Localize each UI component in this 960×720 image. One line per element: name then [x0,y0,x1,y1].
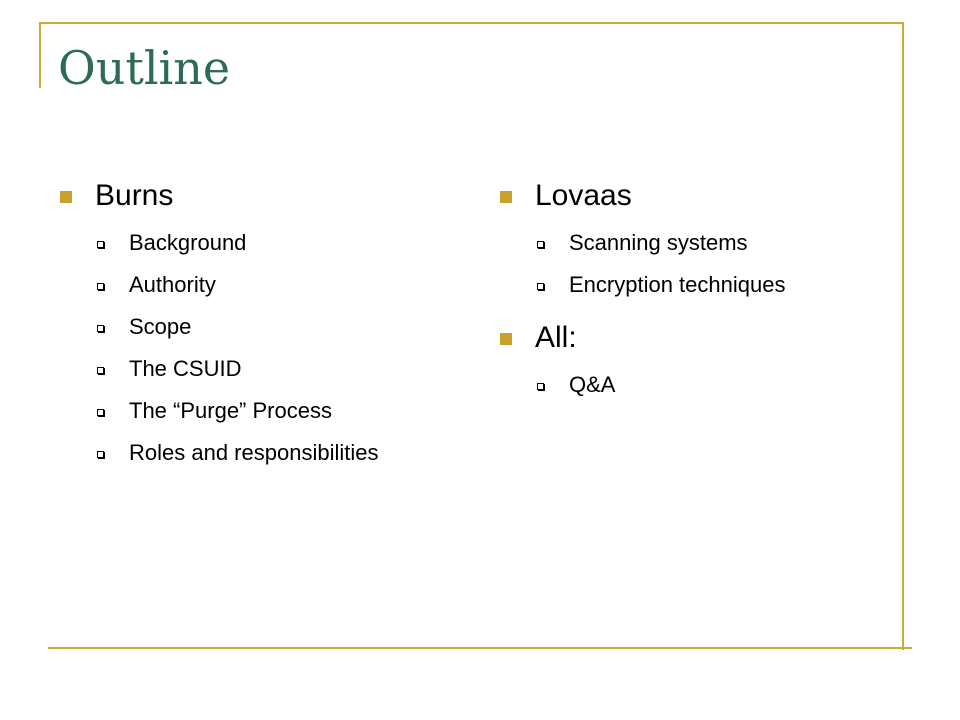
lovaas-items [500,222,920,306]
list-item [60,348,480,390]
list-item [500,264,920,306]
slide-title: Outline [58,41,231,95]
hollow-square-bullet-icon [537,283,544,290]
list-item-label: The “Purge” Process [129,398,332,423]
hollow-square-bullet-icon [97,367,104,374]
left-column [60,176,480,486]
square-bullet-icon [60,191,72,203]
list-item-label: Background [129,230,247,255]
hollow-square-bullet-icon [97,241,104,248]
list-item [60,306,480,348]
square-bullet-icon [500,191,512,203]
section-heading-lovaas [500,176,920,216]
list-item-label: Encryption techniques [569,272,786,297]
list-item [500,222,920,264]
bottom-rule [48,647,912,649]
list-item [500,364,920,406]
section-heading-burns [60,176,480,216]
list-item [60,432,480,474]
list-item-label: The CSUID [129,356,242,381]
hollow-square-bullet-icon [97,451,104,458]
right-column [500,176,920,418]
list-item [60,390,480,432]
hollow-square-bullet-icon [97,325,104,332]
top-rule [40,22,904,24]
hollow-square-bullet-icon [97,283,104,290]
list-item-label: Q&A [569,372,616,397]
square-bullet-icon [500,333,512,345]
section-heading-all [500,318,920,358]
list-item-label: Scanning systems [569,230,748,255]
burns-items [60,222,480,474]
list-item-label: Roles and responsibilities [129,440,379,465]
left-rule [39,22,41,88]
section-heading-label: Burns [95,179,174,212]
hollow-square-bullet-icon [97,409,104,416]
hollow-square-bullet-icon [537,383,544,390]
list-item-label: Scope [129,314,192,339]
section-heading-label: Lovaas [535,179,632,212]
hollow-square-bullet-icon [537,241,544,248]
all-items [500,364,920,406]
list-item-label: Authority [129,272,216,297]
list-item [60,222,480,264]
section-heading-label: All: [535,321,577,354]
list-item [60,264,480,306]
